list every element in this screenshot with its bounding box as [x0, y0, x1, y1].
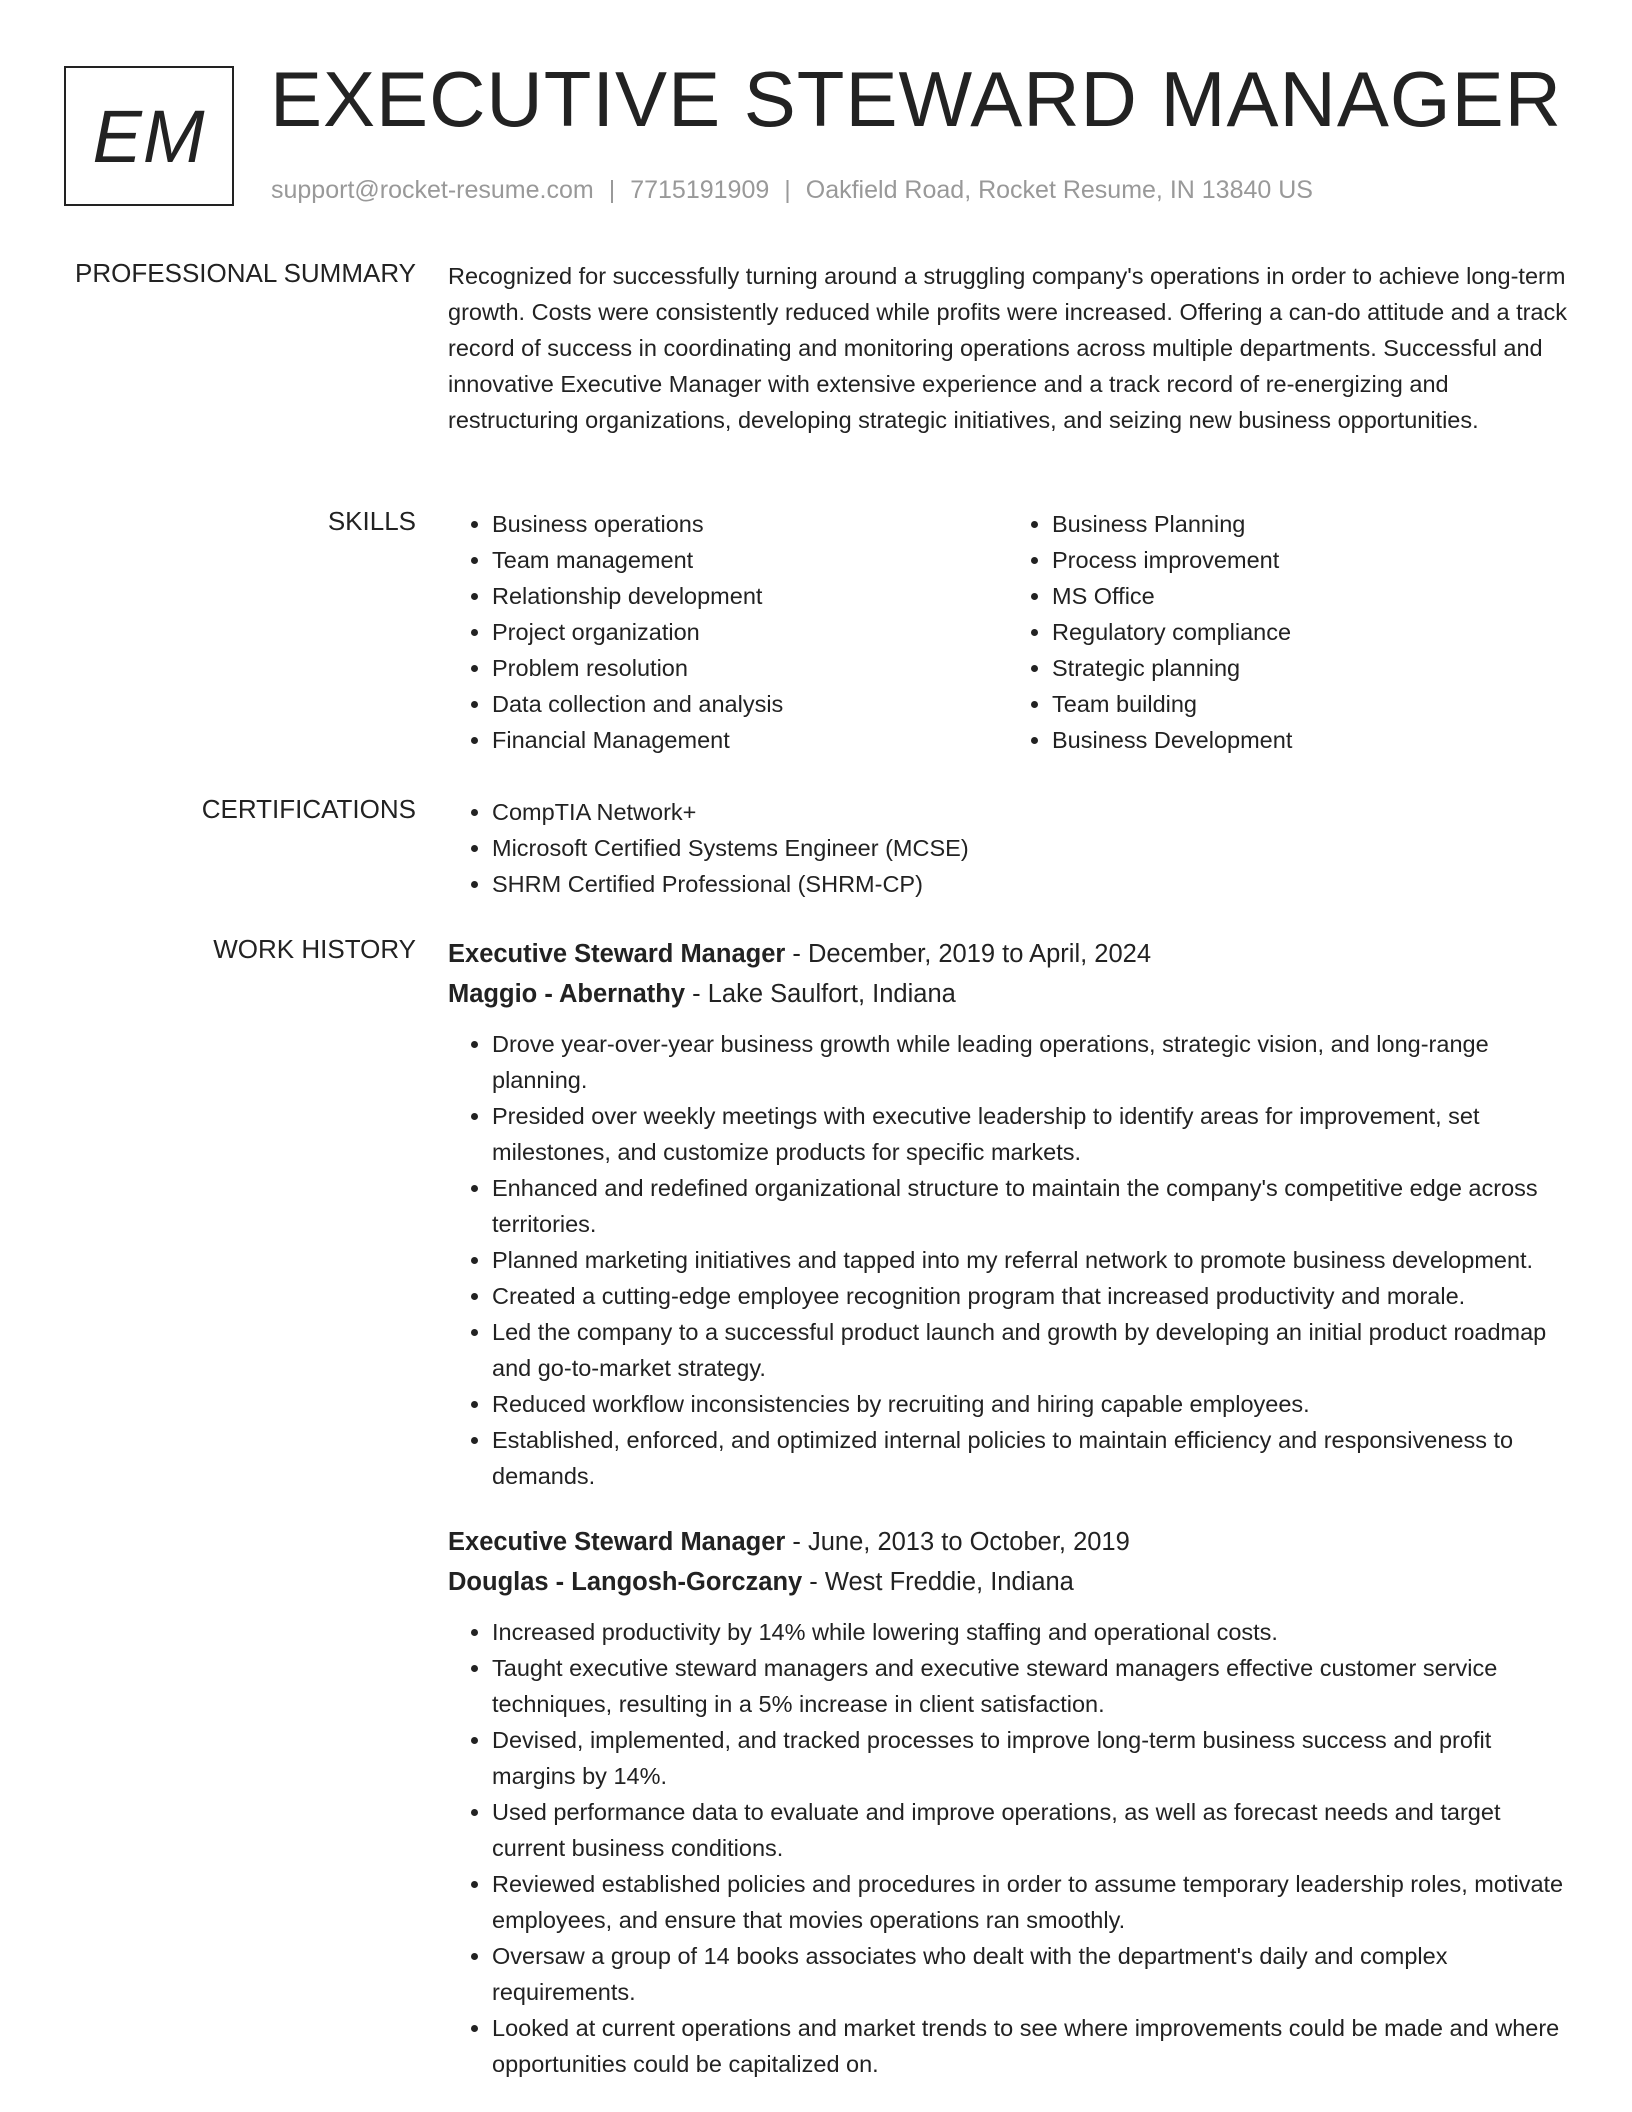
job-location: - West Freddie, Indiana: [802, 1568, 1074, 1596]
job-bullet: • Devised, implemented, and tracked processes to improve long-term business success and profit margins by 14%.: [492, 1722, 1568, 1794]
skills-column-right: [1008, 506, 1568, 758]
monogram-logo: EM: [64, 66, 234, 206]
skill-item: • Data collection and analysis: [492, 686, 1008, 722]
skills-column-left: [448, 506, 1008, 758]
job-entry: [448, 1522, 1568, 2082]
job-location: - Lake Saulfort, Indiana: [685, 980, 956, 1008]
job-company-line: [448, 1562, 1568, 1602]
skill-item: • Problem resolution: [492, 650, 1008, 686]
skill-item: • Business Planning: [1052, 506, 1568, 542]
job-bullet: • Led the company to a successful product launch and growth by developing an initial product roadmap and go-to-market strategy.: [492, 1314, 1568, 1386]
job-entry: [448, 934, 1568, 1494]
skill-item: • Team building: [1052, 686, 1568, 722]
job-dates: - December, 2019 to April, 2024: [785, 940, 1152, 968]
section-heading: WORK HISTORY: [213, 934, 416, 964]
job-company: Douglas - Langosh-Gorczany: [448, 1568, 803, 1596]
contact-separator: |: [784, 176, 791, 204]
skill-item: • Team management: [492, 542, 1008, 578]
job-bullet: • Oversaw a group of 14 books associates who dealt with the department's daily and complex requirements.: [492, 1938, 1568, 2010]
skill-item: • Business operations: [492, 506, 1008, 542]
certification-item: • SHRM Certified Professional (SHRM-CP): [492, 866, 1568, 902]
contact-address: Oakfield Road, Rocket Resume, IN 13840 US: [805, 176, 1313, 204]
certification-item: • Microsoft Certified Systems Engineer (MCSE): [492, 830, 1568, 866]
job-dates: - June, 2013 to October, 2019: [785, 1528, 1130, 1556]
section-heading: SKILLS: [327, 506, 416, 536]
job-bullets: [448, 1026, 1568, 1494]
job-company: Maggio - Abernathy: [448, 980, 686, 1008]
job-title-line: [448, 1522, 1568, 1562]
job-bullet: • Reduced workflow inconsistencies by recruiting and hiring capable employees.: [492, 1386, 1568, 1422]
skills-list: [448, 506, 1568, 758]
job-title-line: [448, 934, 1568, 974]
job-bullet: • Drove year-over-year business growth while leading operations, strategic vision, and long-range planning.: [492, 1026, 1568, 1098]
contact-phone[interactable]: 7715191909: [630, 176, 770, 204]
work-history-list: [448, 934, 1568, 2082]
job-bullet: • Reviewed established policies and procedures in order to assume temporary leadership roles, motivate employees, and ensure that movies operations ran smoothly.: [492, 1866, 1568, 1938]
job-bullet: • Increased productivity by 14% while lowering staffing and operational costs.: [492, 1614, 1568, 1650]
section-heading: PROFESSIONAL SUMMARY: [75, 258, 416, 288]
job-title: Executive Steward Manager: [448, 1528, 786, 1556]
job-title: Executive Steward Manager: [448, 940, 786, 968]
certifications-list: [448, 794, 1568, 902]
job-bullet: • Used performance data to evaluate and improve operations, as well as forecast needs and target current business conditions.: [492, 1794, 1568, 1866]
skill-item: • Business Development: [1052, 722, 1568, 758]
skill-item: • Financial Management: [492, 722, 1008, 758]
resume-title: EXECUTIVE STEWARD MANAGER: [270, 55, 1562, 143]
job-bullet: • Presided over weekly meetings with executive leadership to identify areas for improvement, set milestones, and customize products for specific markets.: [492, 1098, 1568, 1170]
job-bullets: [448, 1614, 1568, 2082]
job-bullet: • Created a cutting-edge employee recognition program that increased productivity and morale.: [492, 1278, 1568, 1314]
section-heading: CERTIFICATIONS: [201, 794, 416, 824]
skill-item: • Strategic planning: [1052, 650, 1568, 686]
skill-item: • Relationship development: [492, 578, 1008, 614]
contact-separator: |: [608, 176, 616, 204]
job-bullet: • Looked at current operations and market trends to see where improvements could be made and where opportunities could be capitalized on.: [492, 2010, 1568, 2082]
skill-item: • Regulatory compliance: [1052, 614, 1568, 650]
certification-item: • CompTIA Network+: [492, 794, 1568, 830]
job-bullet: • Enhanced and redefined organizational structure to maintain the company's competitive edge across territories.: [492, 1170, 1568, 1242]
job-bullet: • Taught executive steward managers and executive steward managers effective customer service techniques, resulting in a 5% increase in client satisfaction.: [492, 1650, 1568, 1722]
job-bullet: • Planned marketing initiatives and tapped into my referral network to promote business development.: [492, 1242, 1568, 1278]
job-bullet: • Established, enforced, and optimized internal policies to maintain efficiency and responsiveness to demands.: [492, 1422, 1568, 1494]
skill-item: • Project organization: [492, 614, 1008, 650]
contact-email[interactable]: support@rocket-resume.com: [271, 176, 594, 204]
skill-item: • Process improvement: [1052, 542, 1568, 578]
contact-line: [271, 176, 1313, 205]
job-company-line: [448, 974, 1568, 1014]
summary-text: Recognized for successfully turning around a struggling company's operations in order to achieve long-term growth. Costs were consistently reduced while profits were increased. Offering a can-do attitude and a track record of success in coordinating and monitoring operations across multiple departments. Successful and innovative Executive Manager with extensive experience and a track record of re-energizing and restructuring organizations, developing strategic initiatives, and seizing new business opportunities.: [448, 263, 1567, 433]
skill-item: • MS Office: [1052, 578, 1568, 614]
